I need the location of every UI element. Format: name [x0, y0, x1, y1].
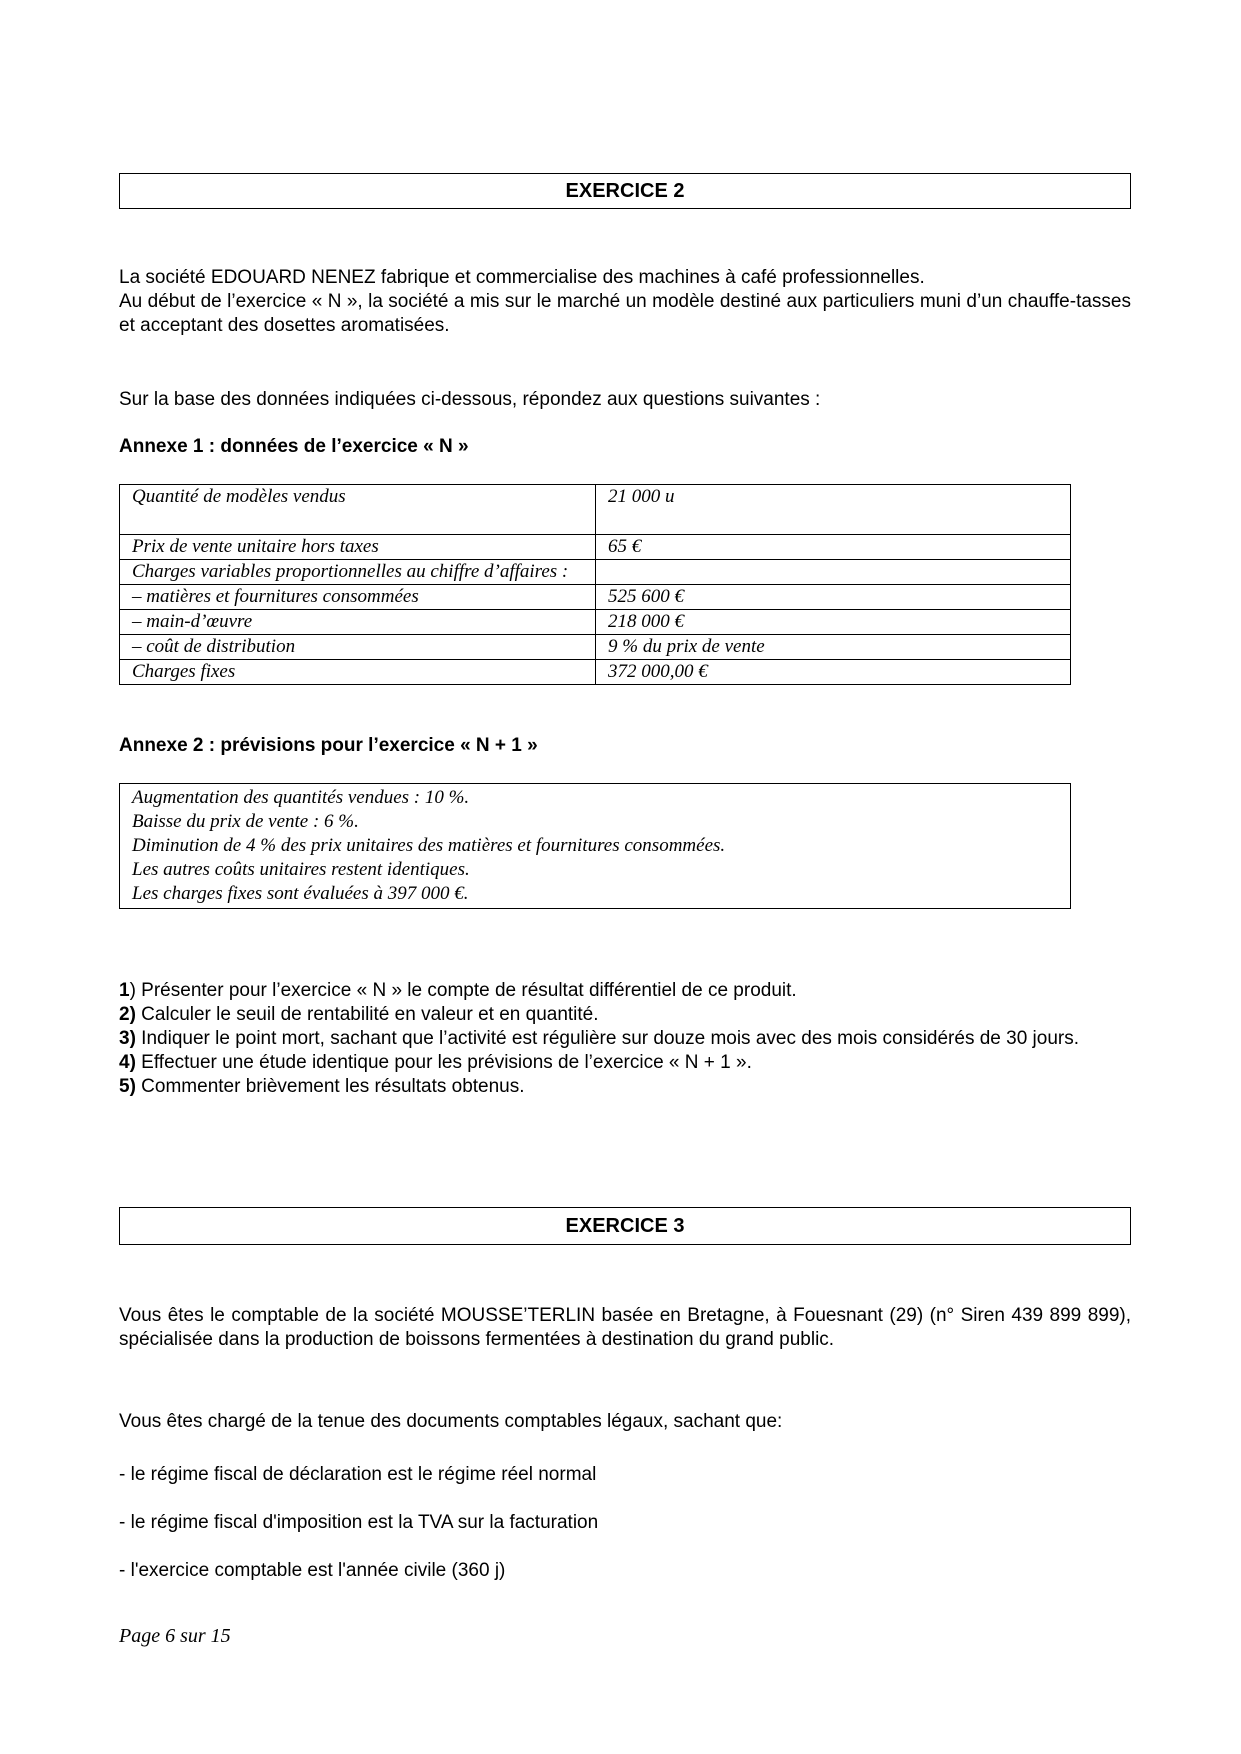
row-value — [596, 560, 1071, 585]
bullet-item: - le régime fiscal d'imposition est la TVA sur la facturation — [119, 1512, 599, 1533]
intro-text: Vous êtes le comptable de la société MOUSSE’TERLIN basée en Bretagne, à Fouesnant (29) (n° Siren 439 899 899), spécialisée dans la production de boissons fermentées à destination du grand public. — [119, 1305, 1131, 1350]
exercise-2-instruction — [119, 388, 1131, 412]
exercise-3-title: EXERCICE 3 — [565, 1214, 685, 1237]
bullet-item: - l'exercice comptable est l'année civile (360 j) — [119, 1560, 506, 1581]
row-value: 9 % du prix de vente — [596, 635, 1071, 660]
annexe-2-box — [119, 783, 1071, 909]
forecast-line: Baisse du prix de vente : 6 %. — [132, 811, 359, 832]
row-value: 372 000,00 € — [596, 660, 1071, 685]
instruction-text: Vous êtes chargé de la tenue des documents comptables légaux, sachant que: — [119, 1411, 783, 1432]
table-row — [120, 585, 1071, 610]
table-row — [120, 535, 1071, 560]
row-value: 525 600 € — [596, 585, 1071, 610]
table-row — [120, 610, 1071, 635]
question-item: 4) Effectuer une étude identique pour les prévisions de l’exercice « N + 1 ». — [119, 1052, 752, 1073]
exercise-2-title: EXERCICE 2 — [565, 179, 685, 202]
annexe-1-title: Annexe 1 : données de l’exercice « N » — [119, 436, 469, 457]
question-item: 5) Commenter brièvement les résultats obtenus. — [119, 1076, 525, 1097]
instruction-text: Sur la base des données indiquées ci-dessous, répondez aux questions suivantes : — [119, 389, 821, 410]
exercise-3-instruction — [119, 1410, 1131, 1434]
row-value: 21 000 u — [596, 485, 1071, 535]
table-row — [120, 660, 1071, 685]
row-label: – main-d’œuvre — [120, 610, 596, 635]
forecast-line: Diminution de 4 % des prix unitaires des matières et fournitures consommées. — [132, 835, 726, 856]
row-label: Quantité de modèles vendus — [120, 485, 596, 535]
question-item: 2) Calculer le seuil de rentabilité en valeur et en quantité. — [119, 1004, 599, 1025]
exercise-2-title-box — [119, 173, 1131, 209]
row-label: – matières et fournitures consommées — [120, 585, 596, 610]
annexe-2-title: Annexe 2 : prévisions pour l’exercice « N + 1 » — [119, 735, 538, 756]
exercise-3-intro — [119, 1304, 1131, 1352]
row-label: Charges variables proportionnelles au chiffre d’affaires : — [120, 560, 596, 585]
question-item: 3) Indiquer le point mort, sachant que l’activité est régulière sur douze mois avec des mois considérés de 30 jours. — [119, 1028, 1080, 1049]
questions-list — [119, 979, 1131, 1099]
exercise-2-intro — [119, 266, 1131, 338]
intro-line-1: La société EDOUARD NENEZ fabrique et commercialise des machines à café professionnelles. — [119, 267, 925, 288]
question-item: 1) Présenter pour l’exercice « N » le compte de résultat différentiel de ce produit. — [119, 980, 797, 1001]
row-value: 218 000 € — [596, 610, 1071, 635]
row-label: Charges fixes — [120, 660, 596, 685]
page-number: Page 6 sur 15 — [119, 1625, 231, 1647]
table-row — [120, 560, 1071, 585]
forecast-line: Augmentation des quantités vendues : 10 %. — [132, 787, 470, 808]
row-value: 65 € — [596, 535, 1071, 560]
intro-line-2: Au début de l’exercice « N », la société a mis sur le marché un modèle destiné aux particuliers muni d’un chauffe-tasses et acceptant des dosettes aromatisées. — [119, 291, 1131, 336]
bullet-item: - le régime fiscal de déclaration est le régime réel normal — [119, 1464, 597, 1485]
table-row — [120, 635, 1071, 660]
row-label: – coût de distribution — [120, 635, 596, 660]
table-row — [120, 485, 1071, 535]
exercise-3-title-box — [119, 1207, 1131, 1245]
row-label: Prix de vente unitaire hors taxes — [120, 535, 596, 560]
forecast-line: Les autres coûts unitaires restent identiques. — [132, 859, 470, 880]
annexe-1-table — [119, 484, 1071, 685]
forecast-line: Les charges fixes sont évaluées à 397 000 €. — [132, 883, 469, 904]
